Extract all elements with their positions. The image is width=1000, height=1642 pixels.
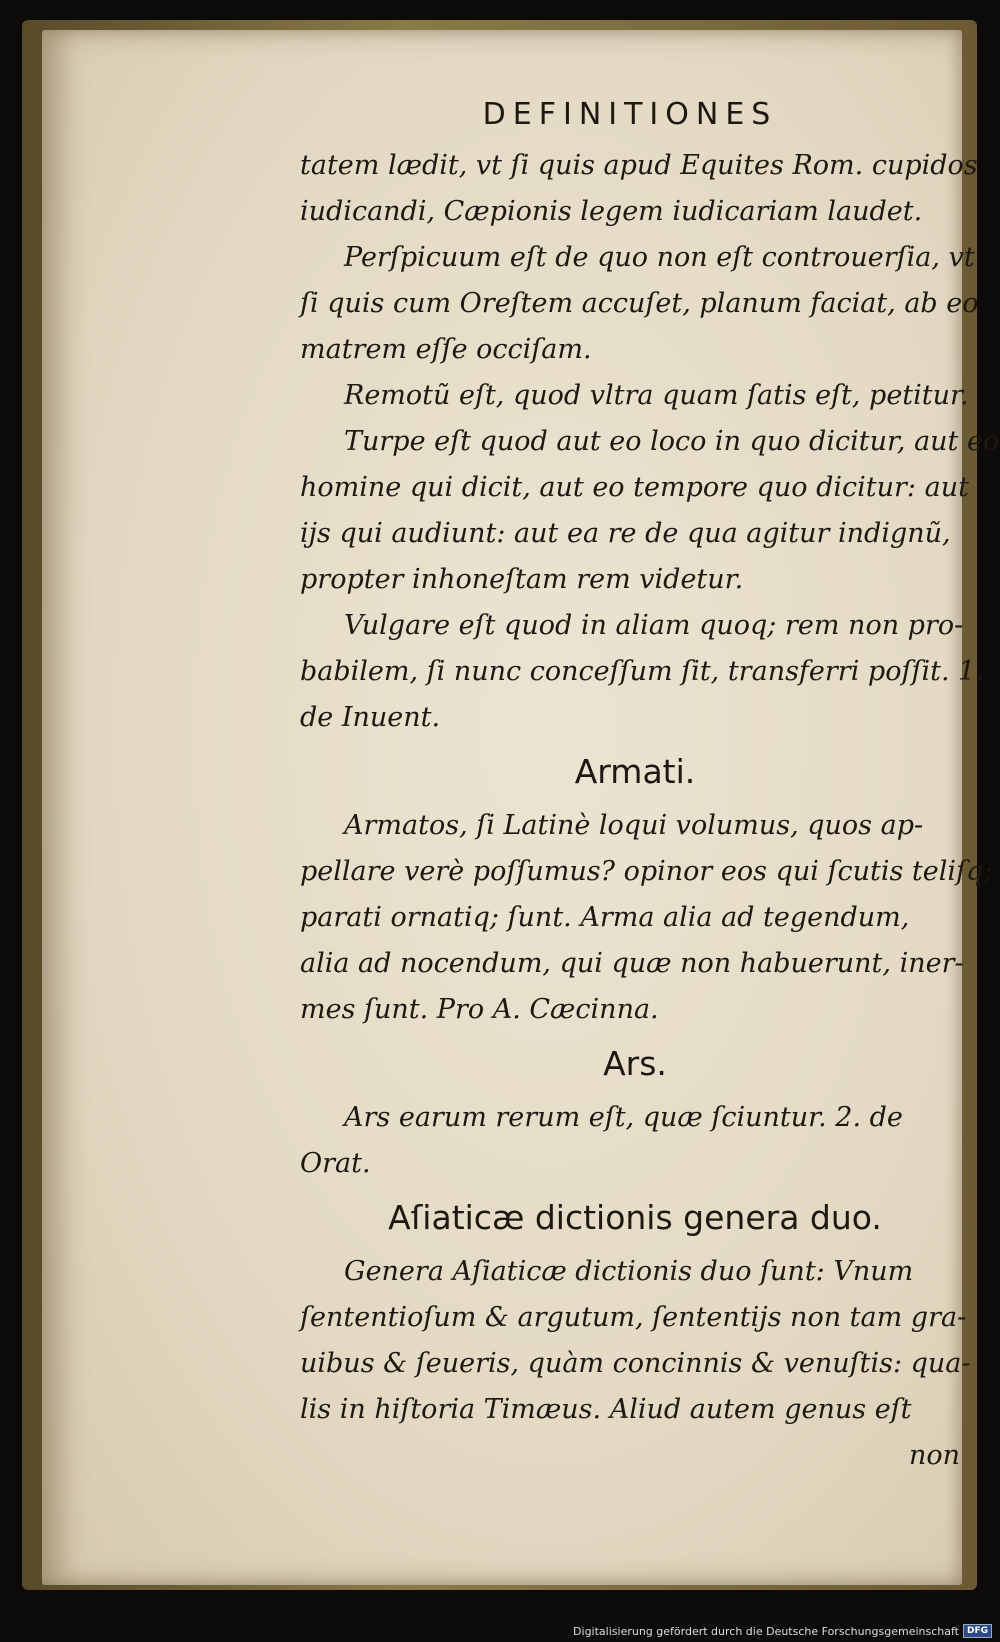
opening-paragraphs bbox=[300, 143, 1000, 741]
text-line: ſi quis cum Oreſtem accuſet, planum faciat, ab eo bbox=[300, 288, 979, 319]
text-line: alia ad nocendum, qui quæ non habuerunt, iner- bbox=[300, 948, 964, 979]
text-line: ijs qui audiunt: aut ea re de qua agitur indignũ, bbox=[300, 518, 951, 549]
section-asiaticae bbox=[300, 1249, 980, 1433]
text-block bbox=[300, 95, 1000, 1479]
text-line: lis in hiſtoria Timæus. Aliud autem genus eſt bbox=[300, 1394, 912, 1425]
text-line: uibus & ſeueris, quàm concinnis & venuſtis: qua- bbox=[300, 1348, 971, 1379]
text-line: babilem, ſi nunc conceſſum ſit, transferri poſſit. 1. bbox=[300, 656, 984, 687]
catchword: non bbox=[908, 1440, 960, 1471]
text-line: iudicandi, Cæpionis legem iudicariam laudet. bbox=[300, 196, 923, 227]
text-line: homine qui dicit, aut eo tempore quo dicitur: aut bbox=[300, 472, 969, 503]
footer-text: Digitalisierung gefördert durch die Deutsche Forschungsgemeinschaft bbox=[573, 1624, 959, 1638]
text-line: Armatos, ſi Latinè loqui volumus, quos ap- bbox=[344, 810, 924, 841]
section-heading-armati: Armati. bbox=[574, 752, 696, 791]
text-line: Vulgare eſt quod in aliam quoq; rem non pro- bbox=[344, 610, 964, 641]
text-line: Genera Aſiaticæ dictionis duo ſunt: Vnum bbox=[344, 1256, 914, 1287]
text-line: ſententioſum & argutum, ſententijs non tam gra- bbox=[300, 1302, 967, 1333]
text-line: Turpe eſt quod aut eo loco in quo dicitur, aut eo bbox=[344, 426, 1000, 457]
text-line: de Inuent. bbox=[300, 702, 441, 733]
running-header: DEFINITIONES bbox=[482, 97, 778, 132]
section-heading-asiaticae: Aſiaticæ dictionis genera duo. bbox=[388, 1198, 882, 1237]
text-line: pellare verè poſſumus? opinor eos qui ſcutis teliſq; bbox=[300, 856, 993, 887]
text-line: parati ornatiq; ſunt. Arma alia ad tegendum, bbox=[300, 902, 910, 933]
text-line: propter inhoneſtam rem videtur. bbox=[300, 564, 744, 595]
text-line: tatem lædit, vt ſi quis apud Equites Rom. cupidos bbox=[300, 150, 978, 181]
section-armati bbox=[300, 803, 993, 1033]
dfg-logo-icon: DFG bbox=[963, 1624, 992, 1638]
text-line: Orat. bbox=[300, 1148, 371, 1179]
section-heading-ars: Ars. bbox=[603, 1044, 667, 1083]
section-ars bbox=[300, 1095, 980, 1187]
text-line: Remotũ eſt, quod vltra quam ſatis eſt, petitur. bbox=[344, 380, 969, 411]
text-line: mes ſunt. Pro A. Cæcinna. bbox=[300, 994, 659, 1025]
text-line: Ars earum rerum eſt, quæ ſciuntur. 2. de bbox=[344, 1102, 903, 1133]
text-line: matrem eſſe occiſam. bbox=[300, 334, 592, 365]
digitization-footer bbox=[573, 1624, 992, 1638]
text-line: Perſpicuum eſt de quo non eſt controuerſia, vt bbox=[344, 242, 975, 273]
